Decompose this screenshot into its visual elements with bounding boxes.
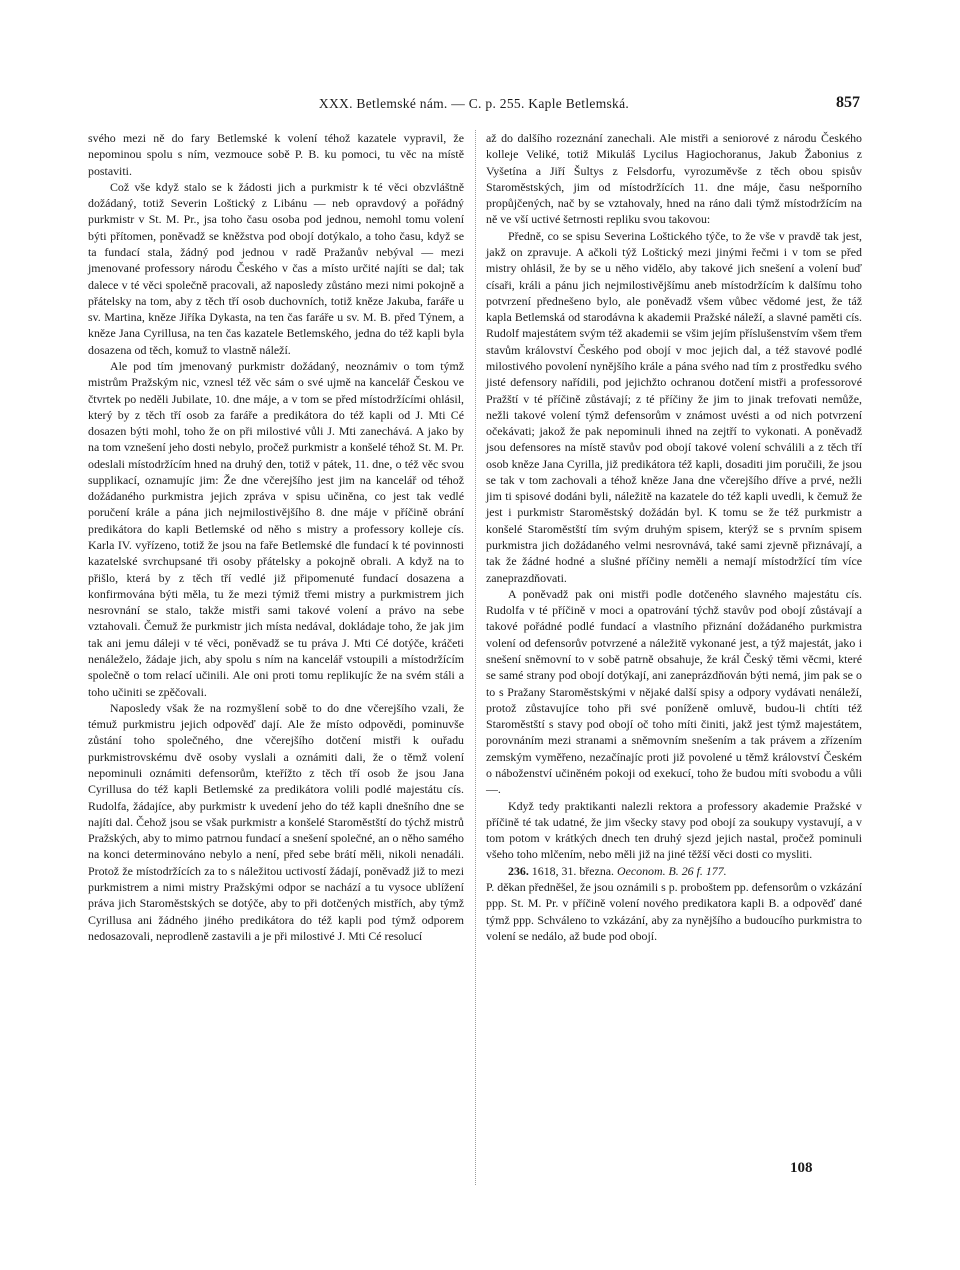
- entry-source: Oeconom. B. 26 f. 177.: [617, 863, 727, 878]
- sheet-number: 108: [790, 1160, 813, 1176]
- paragraph: až do dalšího rozeznání zanechali. Ale mistři a seniorové z národu Českého kolleje Veliké, totiž Mikuláš Lycilus Hagiochoranus, Jakub Žabonius z Vyšetína a Jiří Šultys z Felsdorfu, vyrozuměvše z těch obou spisův Staroměstských, jim od místodržících 11. dne máje, času nešporního propůjčených, nač by se vztahovaly, hned na ráno dali týmž místodržícím na ně ve vší uctivé šetrnosti repliku svou takovou:: [486, 131, 862, 227]
- entry-text: P. děkan předněšel, že jsou oznámili s p. proboštem pp. defensorům o vzkázání ppp. St. M. Pr. v příčině volení nového predikatora kapli B. a odpověď dané týmž ppp. Schváleno to vzkázání, aby za nynějšího a budoucího purkmistra to volení se nedálo, až bude pod obojí.: [486, 879, 862, 943]
- right-column: [486, 130, 862, 944]
- paragraph: svého mezi ně do fary Betlemské k volení téhož kazatele vypravil, že nepominou spolu s ním, vezmouce sobě P. B. ku pomoci, tu věc na místě postaviti.: [88, 131, 464, 178]
- paragraph: Což vše když stalo se k žádosti jich a purkmistr k té věci obzvláštně dožádaný, totiž Severin Loštický z Libánu — neb opravdový a pořádný purkmistr v St. M. Pr., jsa toho času osoba pod jednou, nemohl tomu volení býti přítomen, poněvadž se kněžstva pod obojí dotýkalo, a toho času, když se ta fundací stala, žádný pod jednou v radě Pražanův nebýval — mezi jmenované professory národu Českého v čas a místo určité najíti se dal; tak dalece v té věci společně pracovali, až naposledy zůstáno mezi nimi pokojně a přátelsky na tom, aby z těch tří osob duchovních, totiž kněze Jakuba, faráře u sv. Martina, kněze Jiříka Dykasta, na ten čas faráře u sv. M. B. před Týnem, a kněze Jana Cyrillusa, na ten čas kazatele Betlemského, jedna do též kapli byla dosazena od těch, komuž to vlastně náleží.: [88, 179, 464, 357]
- document-entry: [486, 863, 862, 879]
- entry-date: 1618, 31. března.: [531, 863, 615, 878]
- page-number: 857: [836, 94, 860, 111]
- paragraph: Ale pod tím jmenovaný purkmistr dožádaný, neoznámiv o tom týmž mistrům Pražským nic, vznesl též věc sám o své ujmě na kancelář Českou ve čtvrtek po neděli Jubilate, 10. dne máje, a v tom se před místodržícími ohlásil, který by z těch tří osob za faráře a predikátora do též kapli od J. Mti Cé dosazen býti mohl, toho že on při milostivé vůli J. Mti zanechává. A jako by na tom vznešení jeho dosti nebylo, pročež purkmistr a konšelé téhož St. M. Pr. odeslali místodržícím hned na druhý den, totiž v pátek, 11. dne, o též věc svou supplikací, oznamujíc jim: Že dne včerejšího jest jim na kancelář od téhož dožádaného purkmistra jejich zpráva v spisu učiněna, co jest tak vedlé poručení krále a pána jich nejmilostivějšího 8. dne máje v příčině obrání predikátora do kapli Betlemské od něho s mistry a professory kolleje cís. Karla IV. vyřízeno, totiž že jsou na faře Betlemské dle fundací k té povinnosti kazatelské svrchupsané tři osoby přátelsky a pokojně obrali. A když na to přišlo, která by z těch tří vedlé již připomenuté fundací dosazena a konfirmována býti měla, tu že mezi týmiž třemi mistry a purkmistrem jich nesrovnání se stalo, takže mistři sami takové volení a právo na sebe vztahovali. Čemuž že purkmistr jich místa nedával, dokládaje toho, že jak jim tak ani jemu dáleji v té věci, poněvadž se tu práva J. Mti Cé dotýče, kráčeti nenáleželo, žádaje jich, aby spolu s ním na kancelář vstoupili a místodržícím společně o tom relací učinili. Ale oni proti tomu replikujíc že na svém stáli a toho učiniti se zpěčovali.: [88, 358, 464, 699]
- page-header: [88, 96, 860, 122]
- paragraph: Naposledy však že na rozmyšlení sobě to do dne včerejšího vzali, že témuž purkmistru jejich odpověď dají. Ale že místo odpovědi, pominuvše zůstání toho společného, dne včerejšího dotčení mistři k ouřadu purkmistrovskému dvě osoby vyslali a oznámiti dali, že o těmž volení nepominuli oznámiti defensorům, kteřížto z těch tří osob že jsou Jana Cyrillusa do též kapli Betlemské za predikátora volili podlé majestátu cís. Rudolfa, žádajíce, aby purkmistr k uvedení jeho do též kapli dnešního dne se najíti dal. Čehož jsou se však purkmistr a konšelé Staroměstští do týchž mistrů Pražských, aby to mimo patrnou fundací a snešení společné, an o něho samého na konci determinováno nebylo a není, před sebe brátí měli, nikoli nenadáli. Protož že místodržících za to s náležitou uctivostí žádají, poněvadž již to mezi purkmistrem a nimi mistry Pražskými odpor se nachází a tu vysoce ublížení práva jich Staroměstských se dotýče, aby to při dotčených mistřích, aby týmž Cyrillusa ani žádného jiného predikátora do též kapli pod týmž odporem nedosazovali, neprodleně zastavili a je při milostivé J. Mti Cé resolucí: [88, 700, 464, 943]
- column-divider: [475, 130, 476, 1185]
- running-title: XXX. Betlemské nám. — C. p. 255. Kaple Betlemská.: [318, 96, 630, 111]
- paragraph: Předně, co se spisu Severina Loštického týče, to že vše v pravdě tak jest, jakž on zpravuje. A ačkoli týž Loštický mezi jinými řečmi i v tom se před mistry ohlásil, že by se u něho vidělo, aby takové jich snešení a volení buď císaři, králi a pánu jich nejmilostivějšímu aneb místodržícím k dalšímu toho potvrzení přednešeno bylo, ale poněvadž všem vůbec vědomé jest, že táž kapla Betlemská od starodávna k akademii Pražské náleží, a slavné paměti cís. Rudolf majestátem svým též akademii se všim jejím příslušenstvím všem třem stavům království Českého pod obojí v moc jejich dal, a též stavové podlé milostivého povolení nynějšího krále a pána svého nad tím z prostředku svého jisté defensory nařídili, pod jejichžto ochranou dotčení mistři a professorové Pražští v té příčině zůstávají; z té příčiny že jim to jinak trefovati nemůže, nežli takové volení týmž defensorům v známost uvésti a od nich potvrzení očekávati; jakož že pak nepominuli ihned na zejtří to vykonati. A poněvadž jsou defensores na místě stavův pod obojí takové volení schválili a z těch tří osob kněze Jana Cyrilla, již predikátora též kapli, dosaditi jim poručili, že jsou se tak v tom zachovali a téhož kněze Jana dne včerejšího dříve a prvé, nežli jim ti spisové dodáni byli, náležitě na kazatele do též kapli uvedli, k čemuž že jest i purkmistr Staroměstský dožádán byl. K tomu se že též purkmistr a konšelé Staroměstští tím svým druhým spisem, kterýž se s prvním spisem purkmistra jich dožádaného velmi nesrovnává, také sami zjevně přiznávají, a tak že žádné hodné a slušné příčiny neměli a nemají místodržící tím více zaneprazdňovati.: [486, 228, 862, 585]
- entry-number: 236.: [508, 863, 529, 878]
- paragraph: A poněvadž pak oni mistři podle dotčeného slavného majestátu cís. Rudolfa v té příčině v moci a opatrování týchž stavův pod obojí zůstávají a takové pořádné podlé fundací a vlastního přiznání dožádaného purkmistra volení od defensorův potvrzené a náležitě vykonané jest, a týž majestát, jako i snešení sněmovní to v sobě patrně obsahuje, že král Český těmi věcmi, které se samé strany pod obojí dotýkají, ani zaneprázdňován býti nemá, jim pak se o to s Pražany Staroměstskými v nějaké další spisy a odpory vydávati nenáleží, protož zůstavujíce toho při své poníženě omluvě, budou-li chtíti též Staroměstští s stavy pod obojí oč toho míti činiti, jakž jest týmž majestátem, porovnáním mezi stranami a sněmovním snešením a tak právem a zřízením zemským vyměřeno, nezačínajíc proti již povolené u těmž království Českém o náboženství učiněném pokoji od exekucí, toho že budou míti svobodu a vůli —.: [486, 586, 862, 797]
- left-column: [88, 130, 464, 944]
- paragraph: Když tedy praktikanti nalezli rektora a professory akademie Pražské v příčině té tak udatné, že jim všecky stavy pod obojí za soukupy vystavují, a v tom potom v krátkých dnech ten druhý sjezd jejich nastal, pročež pominuli všeho toho mlčením, nebo měli již na jiné těžší věci dosti co mysliti.: [486, 798, 862, 862]
